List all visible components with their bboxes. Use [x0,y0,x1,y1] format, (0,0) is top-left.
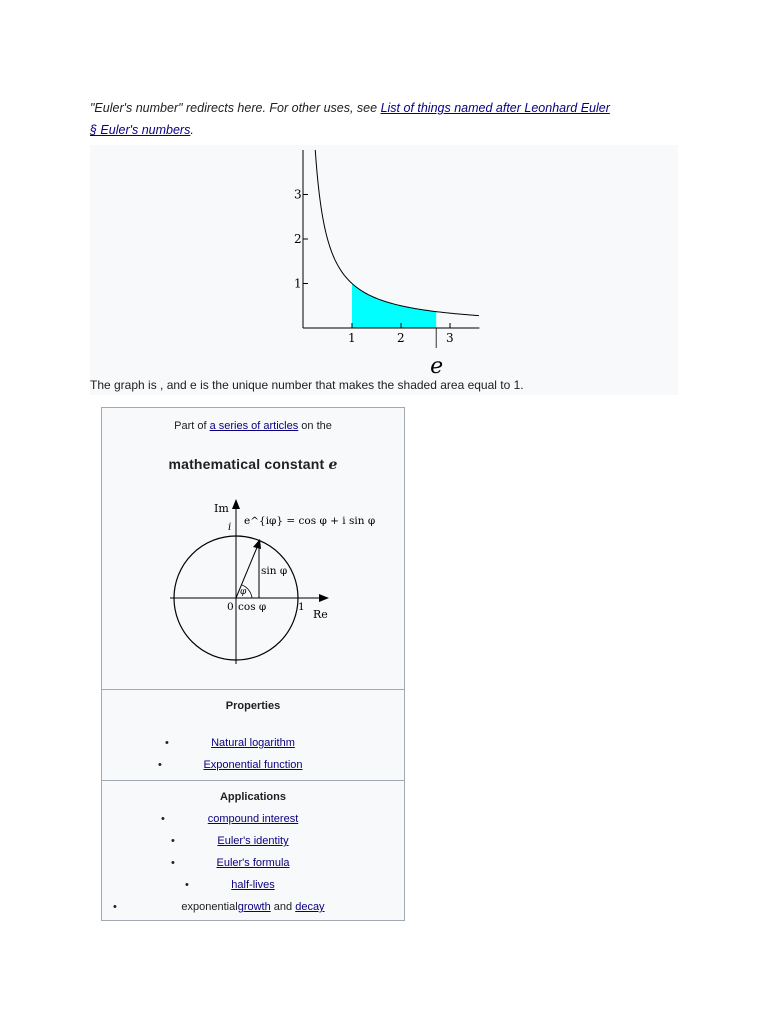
bullet: • [171,857,175,869]
y-tick-label-3: 3 [294,187,302,202]
imag-axis-arrow [232,499,240,509]
cos-label: cos φ [238,601,267,613]
infobox [101,407,405,921]
y-tick-label-1: 1 [294,276,302,291]
y-tick-label-2: 2 [294,232,302,246]
hatnote-link-list-euler[interactable]: List of things named after Leonhard Euler [380,101,610,115]
infobox-above [102,420,404,432]
bullet: • [165,737,169,749]
infobox-title-symbol: e [328,457,338,473]
i-label: i [228,522,232,533]
infobox-above-text: Part of [174,420,210,432]
x-tick-label-3: 3 [446,331,454,345]
properties-heading: Properties [225,700,281,712]
applications-heading: Applications [219,791,286,803]
graph-figure [90,145,678,395]
hatnote-end: . [190,123,194,137]
infobox-title-text: mathematical constant [168,456,329,472]
infobox-divider [102,780,404,781]
compound-interest-link[interactable]: compound interest [207,813,299,825]
one-label: 1 [298,601,305,613]
series-of-articles-link[interactable]: a series of articles [209,420,299,432]
curve-line [315,150,479,316]
hatnote-link-euler-numbers[interactable]: § Euler's numbers [90,123,191,137]
infobox-divider [102,689,404,690]
bullet: • [158,759,162,771]
infobox-above-suffix: on the [298,420,332,432]
growth-link[interactable]: growth [237,901,271,913]
exponential-text: exponential [181,901,238,913]
unit-circle-diagram [162,492,376,667]
decay-link[interactable]: decay [295,901,325,913]
natural-logarithm-link[interactable]: Natural logarithm [211,737,295,749]
e-marker-label: e [430,354,444,379]
bullet: • [113,901,117,913]
eulers-formula-link[interactable]: Euler's formula [216,857,290,869]
phi-label: φ [240,587,247,597]
and-text: and [270,901,296,913]
shaded-area [352,284,436,329]
exponential-function-link[interactable]: Exponential function [203,759,303,771]
zero-label: 0 [227,601,234,613]
figure-caption: The graph is , and e is the unique number that makes the shaded area equal to 1. [90,378,524,392]
reciprocal-graph [90,145,678,379]
im-label: Im [214,502,229,515]
hatnote-text: "Euler's number" redirects here. For other uses, see [90,101,381,115]
x-tick-label-1: 1 [348,331,356,345]
bullet: • [171,835,175,847]
eulers-identity-link[interactable]: Euler's identity [217,835,289,847]
re-label: Re [313,608,328,621]
sin-label: sin φ [261,565,288,577]
radius-arrow [253,539,261,549]
hatnote [90,97,670,141]
x-tick-label-2: 2 [397,331,405,345]
bullet: • [161,813,165,825]
real-axis-arrow [319,594,329,602]
half-lives-link[interactable]: half-lives [231,879,275,891]
bullet: • [185,879,189,891]
euler-formula: e^{iφ} = cos φ + i sin φ [244,515,376,527]
infobox-title [102,456,404,473]
